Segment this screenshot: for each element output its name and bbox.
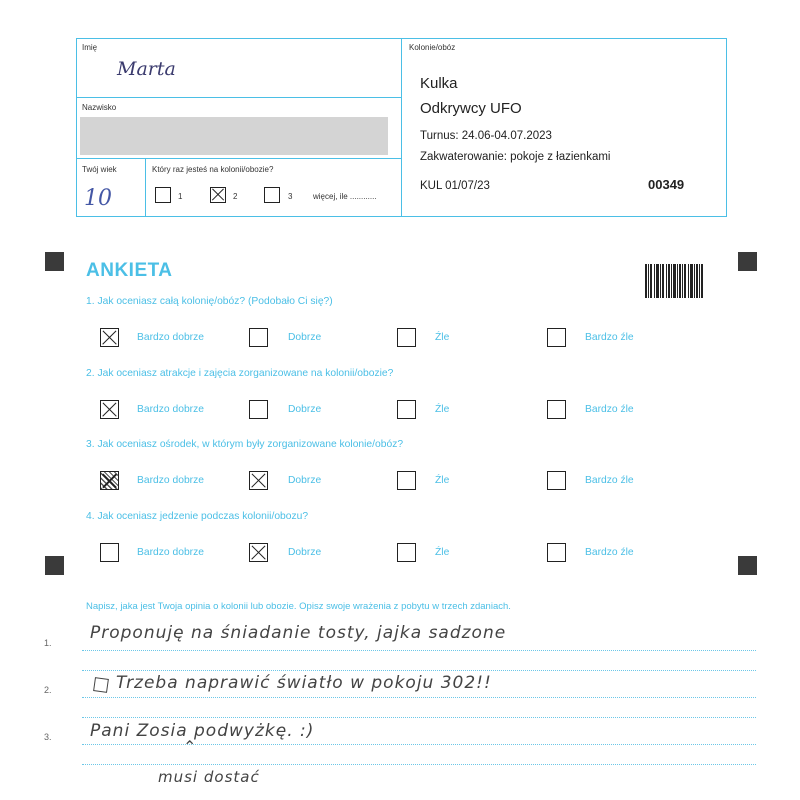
q1-bardzo-zle-checkbox[interactable]	[547, 328, 566, 347]
response-3-insertion[interactable]: musi dostać	[158, 768, 260, 786]
answer-line	[82, 764, 756, 765]
option-label: Bardzo dobrze	[137, 404, 204, 415]
form-number: 00349	[648, 177, 685, 192]
q4-dobrze-checkbox[interactable]	[249, 543, 268, 562]
registration-marker	[45, 252, 64, 271]
times-option-1: 1	[178, 192, 183, 201]
accommodation: Zakwaterowanie: pokoje z łazienkami	[420, 151, 611, 163]
q3-bardzo-dobrze-checkbox-crossed-out[interactable]	[100, 471, 119, 490]
q2-bardzo-zle-checkbox[interactable]	[547, 400, 566, 419]
scribble-mark	[93, 677, 109, 693]
option-label: Źle	[435, 404, 450, 415]
option-label: Źle	[435, 475, 450, 486]
line-number: 3.	[44, 732, 52, 742]
times-option-3: 3	[288, 192, 293, 201]
option-label: Bardzo dobrze	[137, 332, 204, 343]
option-label: Dobrze	[288, 475, 322, 486]
header-row-line	[76, 97, 402, 98]
surname-label: Nazwisko	[82, 103, 117, 112]
opinion-prompt: Napisz, jaka jest Twoja opinia o kolonii lub obozie. Opisz swoje wrażenia z pobytu w trzech zdaniach.	[86, 601, 511, 612]
q4-bardzo-zle-checkbox[interactable]	[547, 543, 566, 562]
option-label: Bardzo źle	[585, 475, 634, 486]
q3-dobrze-checkbox[interactable]	[249, 471, 268, 490]
q2-zle-checkbox[interactable]	[397, 400, 416, 419]
header-cell-divider	[145, 158, 146, 217]
option-label: Bardzo źle	[585, 404, 634, 415]
answer-line	[82, 650, 756, 651]
header-divider	[401, 38, 402, 217]
line-number: 2.	[44, 685, 52, 695]
name-label: Imię	[82, 43, 98, 52]
q3-bardzo-zle-checkbox[interactable]	[547, 471, 566, 490]
registration-marker	[738, 252, 757, 271]
option-label: Źle	[435, 332, 450, 343]
q4-zle-checkbox[interactable]	[397, 543, 416, 562]
camp-name: Kulka	[420, 75, 458, 92]
survey-title: ANKIETA	[86, 260, 173, 281]
response-3[interactable]: Pani Zosia podwyżkę. :)	[90, 721, 315, 741]
option-label: Źle	[435, 547, 450, 558]
camp-program: Odkrywcy UFO	[420, 100, 522, 117]
header-row-line	[76, 158, 402, 159]
times-option-2: 2	[233, 192, 238, 201]
answer-line	[82, 717, 756, 718]
question-4: 4. Jak oceniasz jedzenie podczas kolonii/obozu?	[86, 511, 309, 522]
option-label: Bardzo dobrze	[137, 475, 204, 486]
option-label: Bardzo źle	[585, 332, 634, 343]
q1-zle-checkbox[interactable]	[397, 328, 416, 347]
answer-line	[82, 697, 756, 698]
line-number: 1.	[44, 638, 52, 648]
response-1[interactable]: Proponuję na śniadanie tosty, jajka sadzone	[90, 623, 507, 643]
name-value[interactable]: Marta	[117, 58, 176, 80]
age-label: Twój wiek	[82, 165, 117, 174]
option-label: Dobrze	[288, 547, 322, 558]
option-label: Bardzo źle	[585, 547, 634, 558]
question-3: 3. Jak oceniasz ośrodek, w którym były zorganizowane kolonie/obóz?	[86, 439, 404, 450]
response-2[interactable]: Trzeba naprawić światło w pokoju 302!!	[116, 673, 492, 693]
q3-zle-checkbox[interactable]	[397, 471, 416, 490]
q2-dobrze-checkbox[interactable]	[249, 400, 268, 419]
times-checkbox-1[interactable]	[155, 187, 171, 203]
turnus: Turnus: 24.06-04.07.2023	[420, 130, 552, 142]
insertion-caret: ⌃	[183, 739, 197, 756]
option-label: Dobrze	[288, 404, 322, 415]
question-1: 1. Jak oceniasz całą kolonię/obóz? (Podobało Ci się?)	[86, 296, 333, 307]
q1-bardzo-dobrze-checkbox[interactable]	[100, 328, 119, 347]
q1-dobrze-checkbox[interactable]	[249, 328, 268, 347]
times-checkbox-3[interactable]	[264, 187, 280, 203]
redacted-surname	[80, 117, 388, 155]
answer-line	[82, 670, 756, 671]
times-option-more: więcej, ile ............	[313, 192, 377, 201]
times-checkbox-2[interactable]	[210, 187, 226, 203]
age-value[interactable]: 10	[84, 186, 112, 211]
times-label: Który raz jesteś na kolonii/obozie?	[152, 165, 274, 174]
camp-label: Kolonie/obóz	[409, 43, 456, 52]
q2-bardzo-dobrze-checkbox[interactable]	[100, 400, 119, 419]
question-2: 2. Jak oceniasz atrakcje i zajęcia zorganizowane na kolonii/obozie?	[86, 368, 394, 379]
camp-code: KUL 01/07/23	[420, 180, 490, 192]
barcode-icon	[645, 264, 703, 298]
option-label: Bardzo dobrze	[137, 547, 204, 558]
option-label: Dobrze	[288, 332, 322, 343]
registration-marker	[45, 556, 64, 575]
registration-marker	[738, 556, 757, 575]
q4-bardzo-dobrze-checkbox[interactable]	[100, 543, 119, 562]
